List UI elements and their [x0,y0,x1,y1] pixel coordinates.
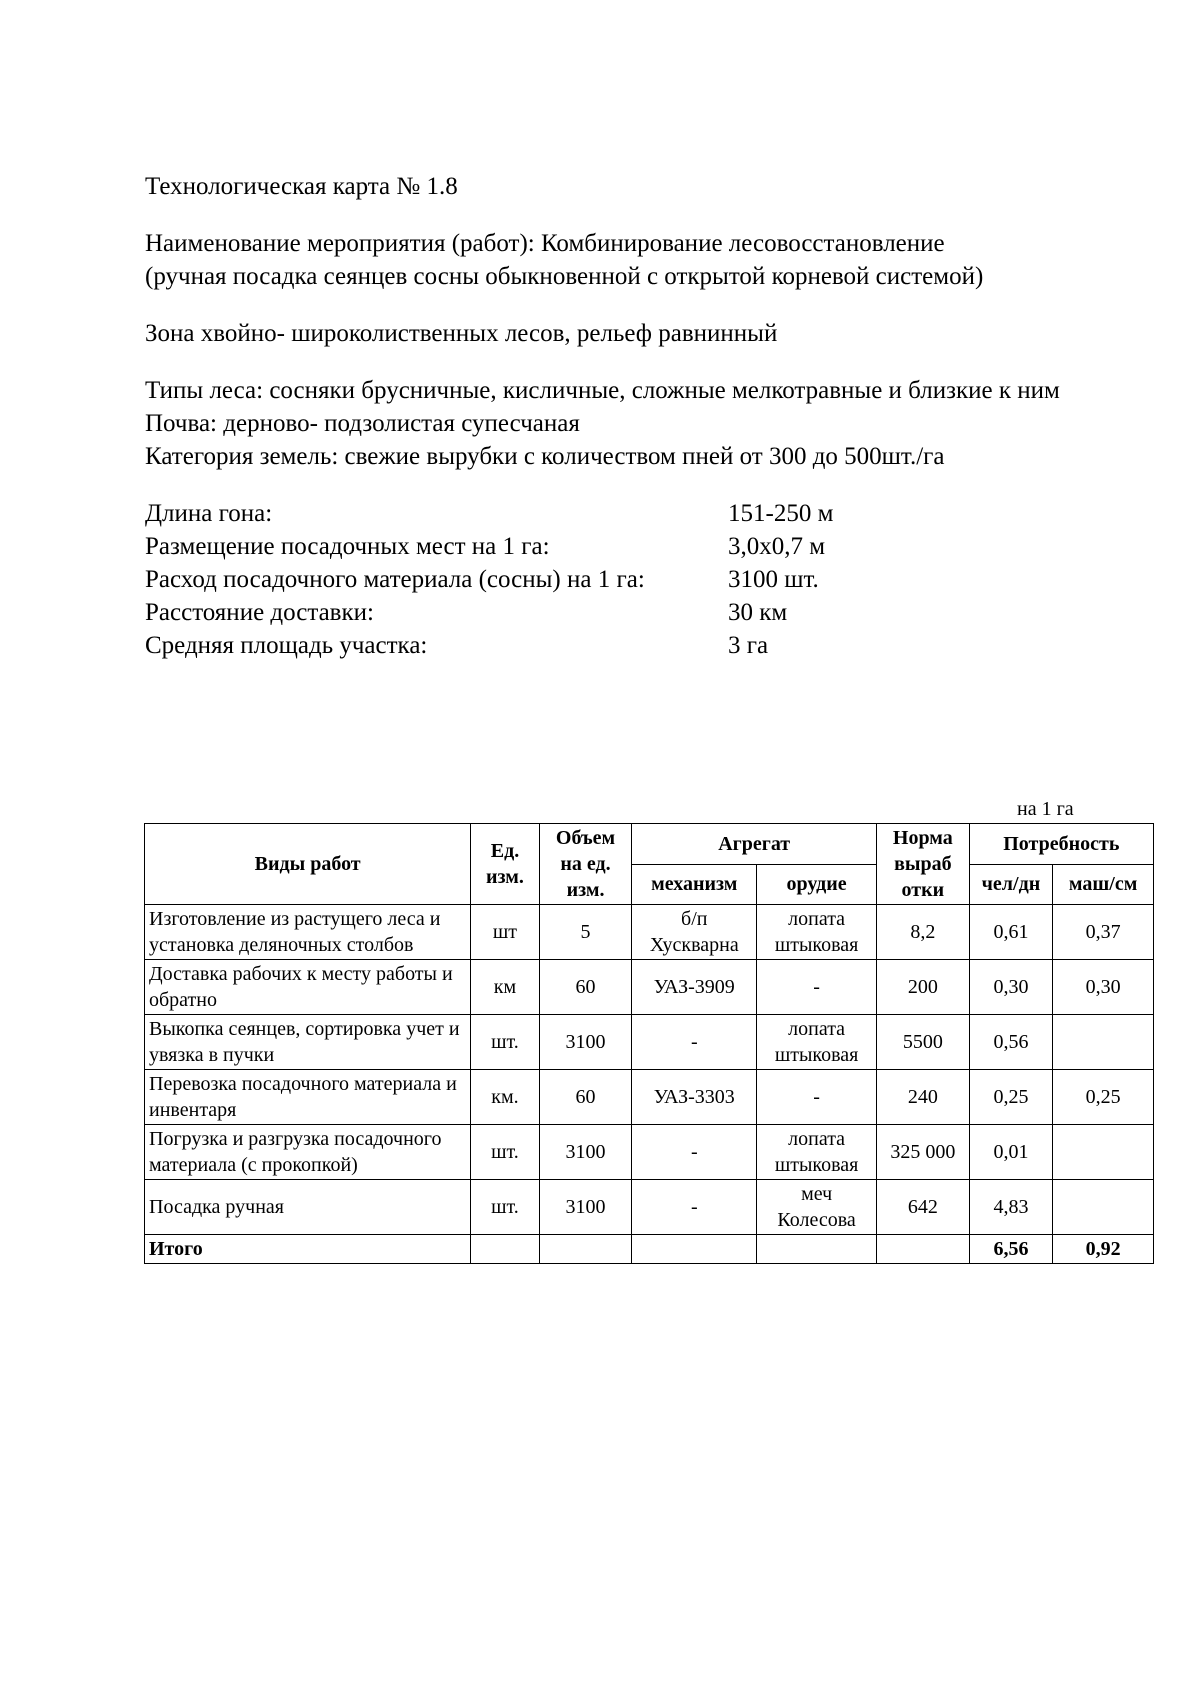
cell-volume: 60 [539,960,632,1015]
parameters-list [145,497,1145,662]
header-unit: Ед. изм. [471,824,539,905]
param-value: 3100 шт. [728,566,819,593]
cell-man-days: 0,61 [969,905,1053,960]
cell-volume: 5 [539,905,632,960]
event-line-2: (ручная посадка сеянцев сосны обыкновенной с открытой корневой системой) [145,263,984,290]
cell-total-machine-shifts: 0,92 [1053,1235,1154,1264]
cell-empty [632,1235,757,1264]
cell-unit: шт. [471,1015,539,1070]
doc-title: Технологическая карта № 1.8 [145,173,458,200]
header-aggregate: Агрегат [632,824,877,865]
cell-unit: шт [471,905,539,960]
cell-total-label: Итого [145,1235,471,1264]
cell-work-name: Перевозка посадочного материала и инвентаря [145,1070,471,1125]
zone-text: Зона хвойно- широколиственных лесов, рельеф равнинный [145,320,778,347]
header-mechanism: механизм [632,864,757,905]
cell-machine-shifts: 0,37 [1053,905,1154,960]
cell-volume: 3100 [539,1125,632,1180]
cell-machine-shifts: 0,30 [1053,960,1154,1015]
table-row [145,1070,1154,1125]
table-row [145,905,1154,960]
cell-unit: км. [471,1070,539,1125]
cell-mechanism: б/п Хускварна [632,905,757,960]
cell-tool: меч Колесова [757,1180,877,1235]
cell-work-name: Выкопка сеянцев, сортировка учет и увязка в пучки [145,1015,471,1070]
cell-work-name: Доставка рабочих к месту работы и обратно [145,960,471,1015]
cell-norm: 200 [877,960,970,1015]
cell-total-man-days: 6,56 [969,1235,1053,1264]
cell-empty [757,1235,877,1264]
param-label: Расход посадочного материала (сосны) на 1 га: [145,566,645,593]
cell-norm: 5500 [877,1015,970,1070]
cell-empty [471,1235,539,1264]
cell-unit: шт. [471,1125,539,1180]
header-need: Потребность [969,824,1153,865]
param-value: 30 км [728,599,788,626]
cell-norm: 325 000 [877,1125,970,1180]
param-row [145,497,1145,530]
work-table [144,823,1154,1264]
cell-tool: лопата штыковая [757,905,877,960]
param-row [145,629,1145,662]
param-label: Длина гона: [145,500,273,527]
cell-machine-shifts [1053,1180,1154,1235]
cell-empty [877,1235,970,1264]
cell-tool: лопата штыковая [757,1015,877,1070]
forest-types-text: Типы леса: сосняки брусничные, кисличные, сложные мелкотравные и близкие к ним [145,377,1060,404]
table-header-row [145,824,1154,865]
cell-tool: лопата штыковая [757,1125,877,1180]
cell-unit: км [471,960,539,1015]
cell-work-name: Погрузка и разгрузка посадочного материала (с прокопкой) [145,1125,471,1180]
header-man-days: чел/дн [969,864,1053,905]
param-value: 151-250 м [728,500,834,527]
cell-work-name: Изготовление из растущего леса и установка деляночных столбов [145,905,471,960]
cell-man-days: 0,01 [969,1125,1053,1180]
cell-man-days: 4,83 [969,1180,1053,1235]
cell-mechanism: - [632,1015,757,1070]
cell-volume: 3100 [539,1015,632,1070]
cell-man-days: 0,56 [969,1015,1053,1070]
cell-tool: - [757,1070,877,1125]
cell-tool: - [757,960,877,1015]
param-value: 3 га [728,632,769,659]
cell-empty [539,1235,632,1264]
cell-man-days: 0,30 [969,960,1053,1015]
cell-mechanism: - [632,1125,757,1180]
table-unit-note: на 1 га [1017,798,1074,820]
cell-norm: 240 [877,1070,970,1125]
cell-machine-shifts [1053,1015,1154,1070]
land-category-text: Категория земель: свежие вырубки с количеством пней от 300 до 500шт./га [145,443,945,470]
document-page [145,170,1145,662]
header-tool: орудие [757,864,877,905]
cell-mechanism: УАЗ-3909 [632,960,757,1015]
param-value: 3,0х0,7 м [728,533,826,560]
param-label: Размещение посадочных мест на 1 га: [145,533,550,560]
table-row [145,1125,1154,1180]
cell-man-days: 0,25 [969,1070,1053,1125]
cell-norm: 8,2 [877,905,970,960]
header-norm: Норма выраб отки [877,824,970,905]
param-row [145,596,1145,629]
header-work-type: Виды работ [145,824,471,905]
cell-norm: 642 [877,1180,970,1235]
cell-mechanism: УАЗ-3303 [632,1070,757,1125]
cell-volume: 3100 [539,1180,632,1235]
table-row [145,1180,1154,1235]
table-total-row [145,1235,1154,1264]
cell-mechanism: - [632,1180,757,1235]
cell-unit: шт. [471,1180,539,1235]
param-row [145,563,1145,596]
cell-volume: 60 [539,1070,632,1125]
event-line-1: Наименование мероприятия (работ): Комбинирование лесовосстановление [145,230,945,257]
header-machine-shifts: маш/см [1053,864,1154,905]
param-label: Расстояние доставки: [145,599,374,626]
soil-text: Почва: дерново- подзолистая супесчаная [145,410,580,437]
table-row [145,960,1154,1015]
table-row [145,1015,1154,1070]
header-volume: Объем на ед. изм. [539,824,632,905]
cell-machine-shifts [1053,1125,1154,1180]
cell-work-name: Посадка ручная [145,1180,471,1235]
param-row [145,530,1145,563]
param-label: Средняя площадь участка: [145,632,428,659]
cell-machine-shifts: 0,25 [1053,1070,1154,1125]
